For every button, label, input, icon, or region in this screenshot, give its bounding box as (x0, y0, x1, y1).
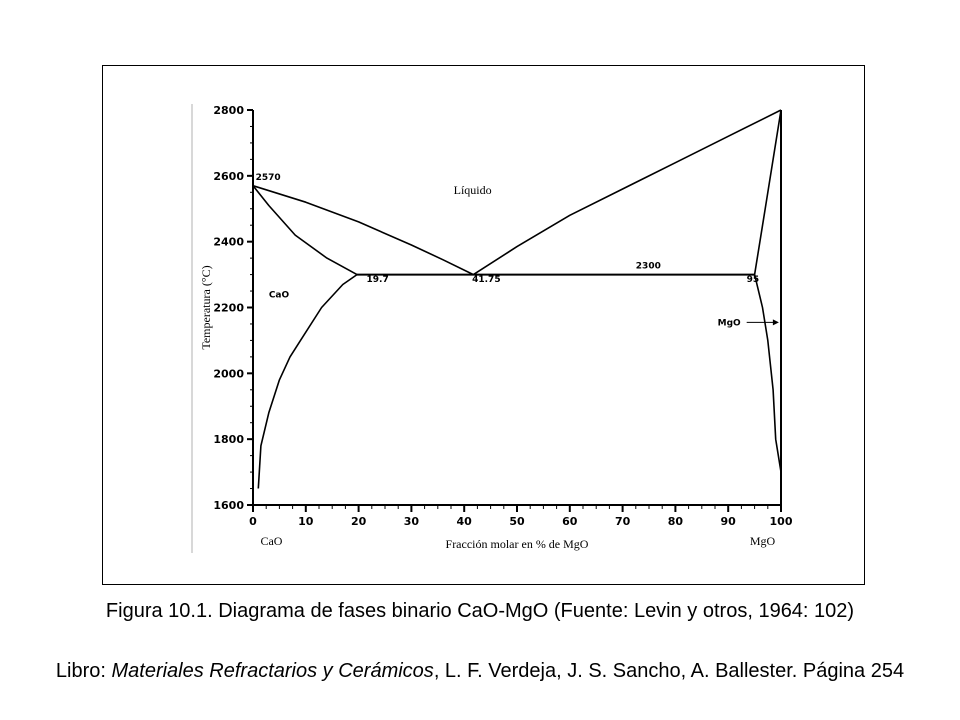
book-title: Materiales Refractarios y Cerámicos (111, 660, 434, 682)
x-tick-label: 70 (614, 515, 631, 528)
x-tick-label: 50 (509, 515, 525, 528)
annotation-label: 95 (746, 274, 760, 285)
curve-solvus-MgO (755, 275, 781, 473)
y-tick-label: 1800 (213, 433, 244, 447)
x-tick-label: 10 (298, 515, 314, 528)
annotation-label: 2300 (635, 261, 661, 272)
annotation-label: 2570 (255, 173, 281, 184)
annotation-label: 41.75 (472, 274, 501, 285)
annotation-label: Líquido (453, 182, 492, 197)
y-tick-label: 2000 (213, 367, 244, 381)
x-tick-label: 40 (456, 515, 472, 528)
figure-caption: Figura 10.1. Diagrama de fases binario CaO-MgO (Fuente: Levin y otros, 1964: 102) (105, 600, 855, 622)
y-tick-label: 1600 (213, 499, 244, 512)
x-tick-label: 20 (350, 515, 367, 528)
curve-solidus-CaO (253, 186, 357, 275)
book-prefix: Libro: (55, 660, 112, 682)
y-tick-label: 2800 (213, 104, 244, 117)
curve-liquidus-CaO (253, 186, 473, 275)
curve-liquidus-MgO (473, 110, 781, 275)
x-tick-label: 100 (769, 515, 793, 528)
y-tick-label: 2200 (213, 301, 244, 315)
x-tick-label: 90 (720, 515, 736, 528)
annotation-label: MgO (717, 318, 741, 329)
y-tick-label: 2400 (213, 235, 244, 249)
annotation-label: CaO (268, 290, 290, 301)
x-axis-title: Fracción molar en % de MgO (445, 537, 589, 551)
curve-solvus-CaO (258, 275, 357, 489)
x-right-end-label: MgO (749, 534, 776, 548)
y-axis-title: Temperatura (°C) (199, 265, 213, 350)
mgo-arrow-head (773, 319, 779, 325)
x-tick-label: 30 (403, 515, 420, 528)
x-tick-label: 0 (249, 515, 257, 528)
x-tick-label: 80 (667, 515, 684, 528)
book-caption (0, 660, 960, 683)
phase-diagram (103, 66, 866, 586)
figure-frame (102, 65, 865, 585)
annotation-label: 19.7 (366, 274, 389, 285)
x-left-end-label: CaO (260, 534, 283, 548)
y-tick-label: 2600 (213, 169, 244, 183)
x-tick-label: 60 (562, 515, 578, 528)
curve-solidus-MgO (755, 110, 781, 275)
book-rest: , L. F. Verdeja, J. S. Sancho, A. Ballester. Página 254 (433, 660, 905, 682)
